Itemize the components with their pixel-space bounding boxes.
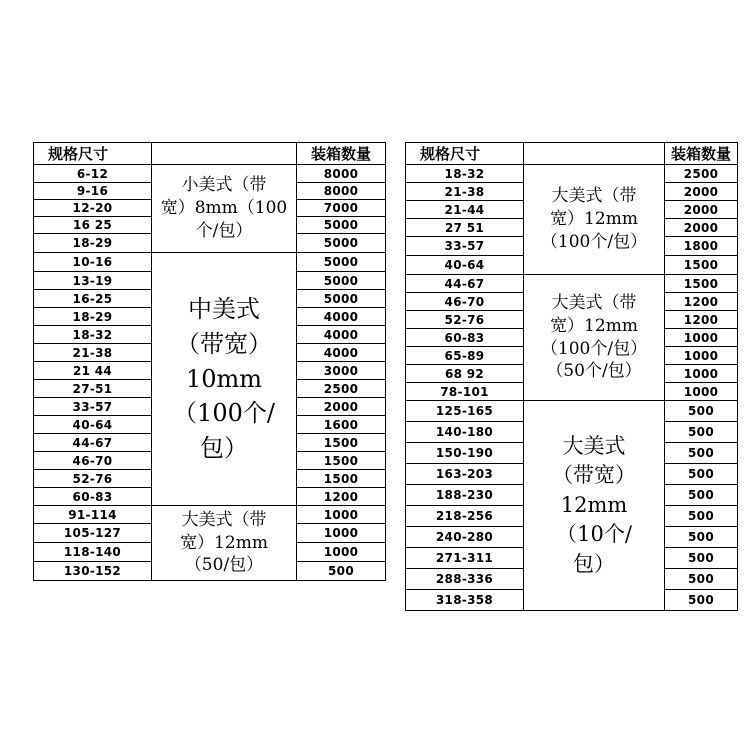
qty-cell: 5000 — [297, 290, 386, 308]
size-cell: 46-70 — [34, 452, 152, 470]
size-cell: 21-44 — [406, 201, 524, 219]
qty-cell: 7000 — [297, 200, 386, 217]
size-cell: 16 25 — [34, 217, 152, 234]
size-cell: 218-256 — [406, 506, 524, 527]
size-cell: 18-32 — [34, 326, 152, 344]
header-qty: 装箱数量 — [297, 143, 386, 165]
size-cell: 60-83 — [406, 329, 524, 347]
qty-cell: 4000 — [297, 344, 386, 362]
qty-cell: 500 — [297, 562, 386, 581]
size-cell: 65-89 — [406, 347, 524, 365]
qty-cell: 1500 — [665, 275, 738, 293]
qty-cell: 1000 — [297, 543, 386, 562]
header-type — [524, 143, 665, 165]
product-type-cell: 大美式（带 宽）12mm （100个/包） — [524, 165, 665, 275]
size-cell: 240-280 — [406, 527, 524, 548]
size-cell: 44-67 — [406, 275, 524, 293]
qty-cell: 1500 — [297, 434, 386, 452]
qty-cell: 5000 — [297, 253, 386, 272]
size-cell: 21-38 — [34, 344, 152, 362]
header-type — [152, 143, 297, 165]
qty-cell: 2000 — [665, 183, 738, 201]
table-row — [406, 401, 738, 422]
size-cell: 188-230 — [406, 485, 524, 506]
qty-cell: 2500 — [297, 380, 386, 398]
qty-cell: 1200 — [297, 488, 386, 506]
qty-cell: 5000 — [297, 234, 386, 253]
size-cell: 18-29 — [34, 308, 152, 326]
header-row — [406, 143, 738, 165]
header-size: 规格尺寸 — [34, 143, 152, 165]
size-cell: 40-64 — [406, 256, 524, 275]
table-row — [34, 506, 386, 524]
qty-cell: 4000 — [297, 326, 386, 344]
qty-cell: 2000 — [665, 201, 738, 219]
qty-cell: 1000 — [297, 524, 386, 543]
product-type-cell: 中美式 （带宽） 10mm （100个/ 包） — [152, 253, 297, 506]
size-cell: 60-83 — [34, 488, 152, 506]
product-type-cell: 大美式（带 宽）12mm （100个/包） （50个/包） — [524, 275, 665, 401]
qty-cell: 1000 — [665, 383, 738, 401]
table-row — [406, 165, 738, 183]
qty-cell: 500 — [665, 527, 738, 548]
qty-cell: 1000 — [665, 329, 738, 347]
size-cell: 33-57 — [34, 398, 152, 416]
product-type-cell: 小美式（带 宽）8mm（100 个/包） — [152, 165, 297, 253]
header-size: 规格尺寸 — [406, 143, 524, 165]
size-cell: 271-311 — [406, 548, 524, 569]
size-cell: 9-16 — [34, 183, 152, 200]
size-cell: 18-32 — [406, 165, 524, 183]
header-qty: 装箱数量 — [665, 143, 738, 165]
qty-cell: 5000 — [297, 217, 386, 234]
size-cell: 44-67 — [34, 434, 152, 452]
right-spec-table — [405, 142, 738, 611]
size-cell: 105-127 — [34, 524, 152, 543]
qty-cell: 1200 — [665, 311, 738, 329]
qty-cell: 500 — [665, 422, 738, 443]
qty-cell: 500 — [665, 401, 738, 422]
size-cell: 52-76 — [406, 311, 524, 329]
qty-cell: 1500 — [665, 256, 738, 275]
qty-cell: 1600 — [297, 416, 386, 434]
size-cell: 163-203 — [406, 464, 524, 485]
size-cell: 288-336 — [406, 569, 524, 590]
size-cell: 6-12 — [34, 165, 152, 183]
qty-cell: 1000 — [665, 365, 738, 383]
size-cell: 78-101 — [406, 383, 524, 401]
qty-cell: 1200 — [665, 293, 738, 311]
table-row — [34, 253, 386, 272]
size-cell: 13-19 — [34, 272, 152, 290]
qty-cell: 8000 — [297, 165, 386, 183]
qty-cell: 1500 — [297, 452, 386, 470]
qty-cell: 500 — [665, 443, 738, 464]
size-cell: 33-57 — [406, 237, 524, 256]
qty-cell: 1000 — [297, 506, 386, 524]
qty-cell: 500 — [665, 485, 738, 506]
size-cell: 150-190 — [406, 443, 524, 464]
header-row — [34, 143, 386, 165]
qty-cell: 500 — [665, 569, 738, 590]
size-cell: 27-51 — [34, 380, 152, 398]
size-cell: 12-20 — [34, 200, 152, 217]
size-cell: 91-114 — [34, 506, 152, 524]
qty-cell: 500 — [665, 506, 738, 527]
size-cell: 10-16 — [34, 253, 152, 272]
table-row — [406, 275, 738, 293]
qty-cell: 2000 — [297, 398, 386, 416]
qty-cell: 5000 — [297, 272, 386, 290]
left-spec-table — [33, 142, 386, 581]
qty-cell: 4000 — [297, 308, 386, 326]
size-cell: 68 92 — [406, 365, 524, 383]
size-cell: 21-38 — [406, 183, 524, 201]
qty-cell: 8000 — [297, 183, 386, 200]
qty-cell: 2500 — [665, 165, 738, 183]
qty-cell: 2000 — [665, 219, 738, 237]
size-cell: 46-70 — [406, 293, 524, 311]
size-cell: 16-25 — [34, 290, 152, 308]
qty-cell: 500 — [665, 464, 738, 485]
size-cell: 118-140 — [34, 543, 152, 562]
size-cell: 52-76 — [34, 470, 152, 488]
size-cell: 125-165 — [406, 401, 524, 422]
qty-cell: 1800 — [665, 237, 738, 256]
size-cell: 318-358 — [406, 590, 524, 611]
size-cell: 40-64 — [34, 416, 152, 434]
table-row — [34, 165, 386, 183]
size-cell: 18-29 — [34, 234, 152, 253]
qty-cell: 1500 — [297, 470, 386, 488]
size-cell: 21 44 — [34, 362, 152, 380]
qty-cell: 3000 — [297, 362, 386, 380]
qty-cell: 1000 — [665, 347, 738, 365]
size-cell: 140-180 — [406, 422, 524, 443]
size-cell: 130-152 — [34, 562, 152, 581]
qty-cell: 500 — [665, 548, 738, 569]
product-type-cell: 大美式（带 宽）12mm （50/包） — [152, 506, 297, 581]
size-cell: 27 51 — [406, 219, 524, 237]
product-type-cell: 大美式 （带宽） 12mm （10个/ 包） — [524, 401, 665, 611]
qty-cell: 500 — [665, 590, 738, 611]
